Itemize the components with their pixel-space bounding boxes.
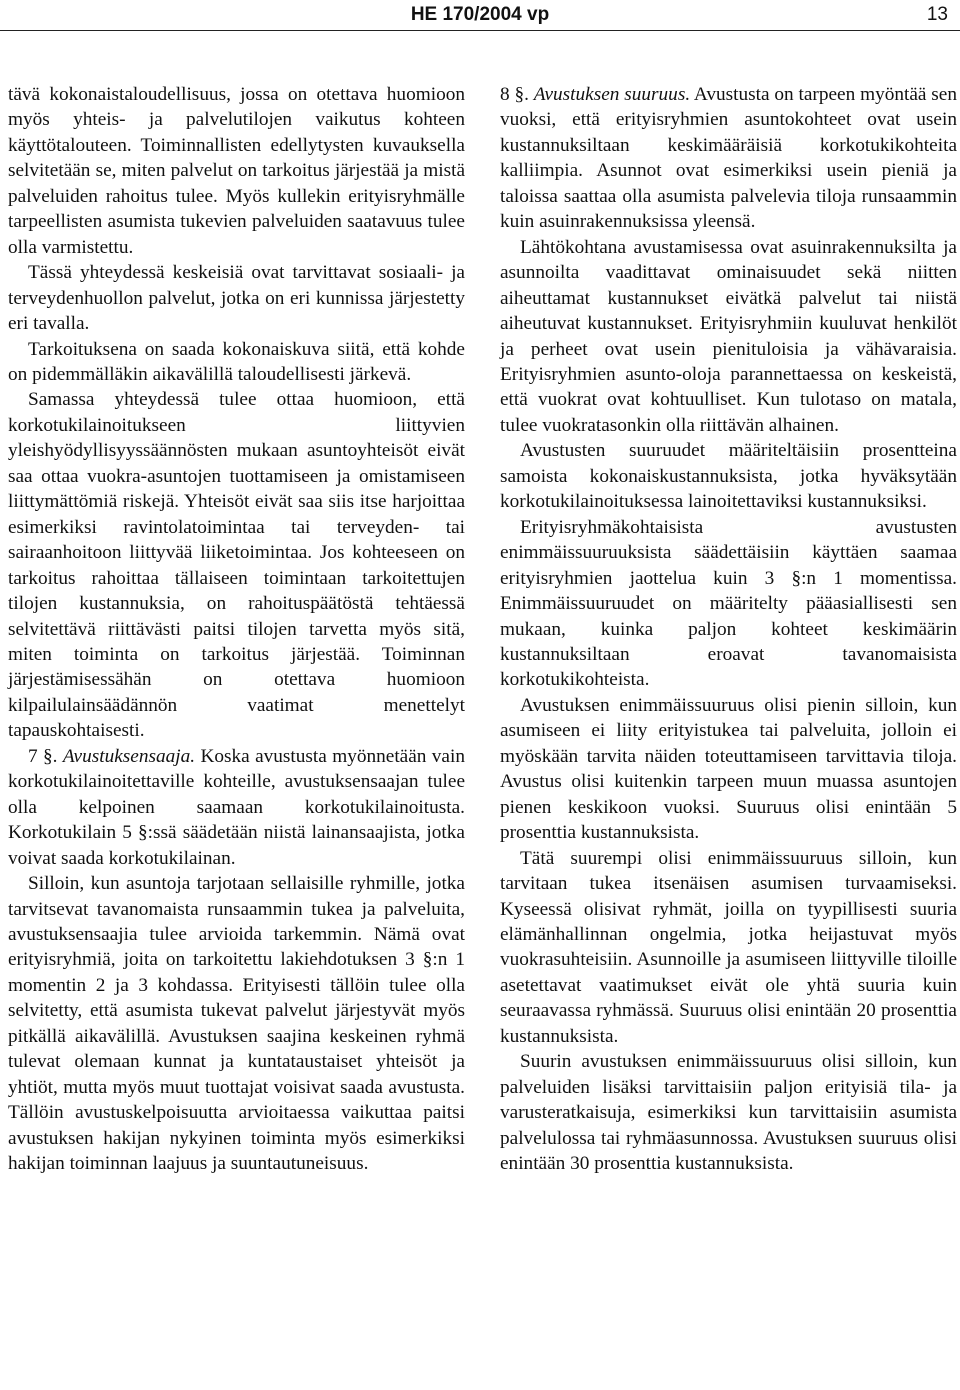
paragraph: Tässä yhteydessä keskeisiä ovat tarvittavat sosiaali- ja terveydenhuollon palvelut, jotka on eri kunnissa järjestetty eri tavalla. [8,262,465,335]
document-id: HE 170/2004 vp [410,4,550,25]
section-7-paragraph [8,744,465,871]
paragraph: Avustuksen enimmäissuuruus olisi pienin silloin, kun asumiseen ei liity erityistukea tai palveluita, jolloin ei myöskään tarvita näiden toteuttamiseen tarvittavia tiloja. Avustus olisi kuitenkin tarpeen muun muassa asuntojen pienen keskikoon vuoksi. Suuruus olisi enintään 5 prosenttia kustannuksista. [500,694,957,844]
right-column [500,82,957,1176]
page-number: 13 [926,4,948,25]
left-column [8,82,465,1176]
section-title: Avustuksensaaja. [62,745,196,767]
paragraph: tävä kokonaistaloudellisuus, jossa on otettava huomioon myös yhteis- ja palvelutilojen vaikutus kohteen käyttötalouteen. Toiminnallisten edellytysten kuvauksella selvitetään se, miten palvelut on tarkoitus järjestää ja mistä palveluiden rahoitus tulee. Myös kullekin erityisryhmälle tarpeellisten asumista tukevien palveluiden saatavuus tulee olla varmistettu. [8,84,465,258]
section-text: Koska avustusta myönnetään vain korkotukilainoitettaville kohteille, avustuksensaajan tulee olla kelpoinen saamaan korkotukilainoitusta. Korkotukilain 5 §:ssä säädetään niistä lainansaajista, jotka voivat saada korkotukilainan. [8,745,465,869]
section-8-paragraph [500,82,957,235]
section-title: Avustuksen suuruus. [533,84,691,105]
header-rule [0,30,960,31]
paragraph: Tarkoituksena on saada kokonaiskuva siitä, että kohde on pidemmälläkin aikavälillä taloudellisesti järkevä. [8,338,465,385]
section-number: 7 §. [28,745,58,767]
paragraph: Avustusten suuruudet määriteltäisiin prosentteina samoista kokonaiskustannuksista, jotka hyväksytään korkotukilainoituksessa lainoitettaviksi kustannuksiksi. [500,440,957,513]
paragraph: Erityisryhmäkohtaisista avustusten enimmäissuuruuksista säädettäisiin käyttäen saamaa erityisryhmien jaottelua kuin 3 §:n 1 momentissa. Enimmäissuuruudet on määritelty pääasiallisesti sen mukaan, kuinka paljon kohteet keskimäärin kustannuksiltaan eroavat tavanomaisista korkotukikohteista. [500,516,957,691]
paragraph: Lähtökohtana avustamisessa ovat asuinrakennuksilta ja asunnoilta vaadittavat ominaisuudet sekä niitten aiheuttamat kustannukset eivätkä palvelut tai niistä aiheutuvat kustannukset. Erityisryhmiin kuuluvat henkilöt ja perheet ovat usein pienituloisia ja vähävaraisia. Erityisryhmien asunto-oloja parannettaessa on keskeistä, että vuokrat ovat kohtuulliset. Kun tulotaso on matala, tulee vuokratasonkin olla riittävän alhainen. [500,236,957,436]
paragraph: Samassa yhteydessä tulee ottaa huomioon, että korkotukilainoitukseen liittyvien yleishyödyllisyyssäännösten mukaan asuntoyhteisöt eivät saa ottaa vuokra-asuntojen tuottamiseen ja omistamiseen liittymättömiä riskejä. Yhteisöt eivät saa siis itse harjoittaa esimerkiksi ravintolatoimintaa tai terveyden- tai sairaanhoitoon liittyvää liiketoimintaa. Jos kohteeseen on tarkoitus rahoittaa tällaiseen toimintaan tarkoitettujen tilojen kustannuksia, on rahoituspäätöstä tehtäessä selvitettävä riittävästi paitsi tilojen tarvetta myös sitä, miten toiminta on tarkoitus järjestää. Toiminnan järjestämisessähän on otettava huomioon kilpailulainsäädännön vaatimat menettelyt tapauskohtaisesti. [8,389,465,742]
section-text: Avustusta on tarpeen myöntää sen vuoksi, että erityisryhmien asuntokohteet ovat usein kustannuksiltaan keskimääräisiä korkotukikohteita kalliimpia. Asunnot ovat esimerkiksi usein pieniä ja taloissa saattaa olla asumista palvelevia tiloja runsaammin kuin asuinrakennuksissa yleensä. [500,84,957,233]
paragraph: Tätä suurempi olisi enimmäissuuruus silloin, kun tarvitaan tukea itsenäisen asumisen turvaamiseksi. Kyseessä olisivat ryhmät, joilla on tyypillisesti suuria elämänhallinnan ongelmia, jotka heijastuvat myös vuokrasuhteisiin. Asunnoille ja asumiseen liittyville tiloille asetettavat vaatimukset eivät ole yhtä suuria kuin seuraavassa ryhmässä. Suuruus olisi enintään 20 prosenttia kustannuksista. [500,847,957,1047]
paragraph: Suurin avustuksen enimmäissuuruus olisi silloin, kun palveluiden lisäksi tarvittaisiin paljon erityisiä tila- ja varusteratkaisuja, esimerkiksi kun tarvittaisiin asumista palvelulossa tai ryhmäasunnossa. Avustuksen suuruus olisi enintään 30 prosenttia kustannuksista. [500,1051,957,1175]
section-number: 8 §. [500,84,529,105]
paragraph: Silloin, kun asuntoja tarjotaan sellaisille ryhmille, jotka tarvitsevat tavanomaista runsaammin tukea ja palveluita, avustuksensaajia tulee arvioida tarkemmin. Nämä ovat erityisryhmiä, joita on tarkoitettu lakiehdotuksen 3 §:n 1 momentin 2 ja 3 kohdassa. Erityisesti tällöin tulee olla selvitetty, että asumista tukevat palvelut järjestyvät myös pitkällä aikavälillä. Avustuksen saajina keskeinen ryhmä tulevat olemaan kunnat ja kuntataustaiset yhteisöt ja yhtiöt, mutta myös muut tuottajat voisivat saada avustusta. Tällöin avustuskelpoisuutta arvioitaessa vaikuttaa paitsi avustuksen hakijan nykyinen toiminta myös esimerkiksi hakijan toiminnan laajuus ja suuntautuneisuus. [8,873,465,1175]
page-header [0,0,960,30]
